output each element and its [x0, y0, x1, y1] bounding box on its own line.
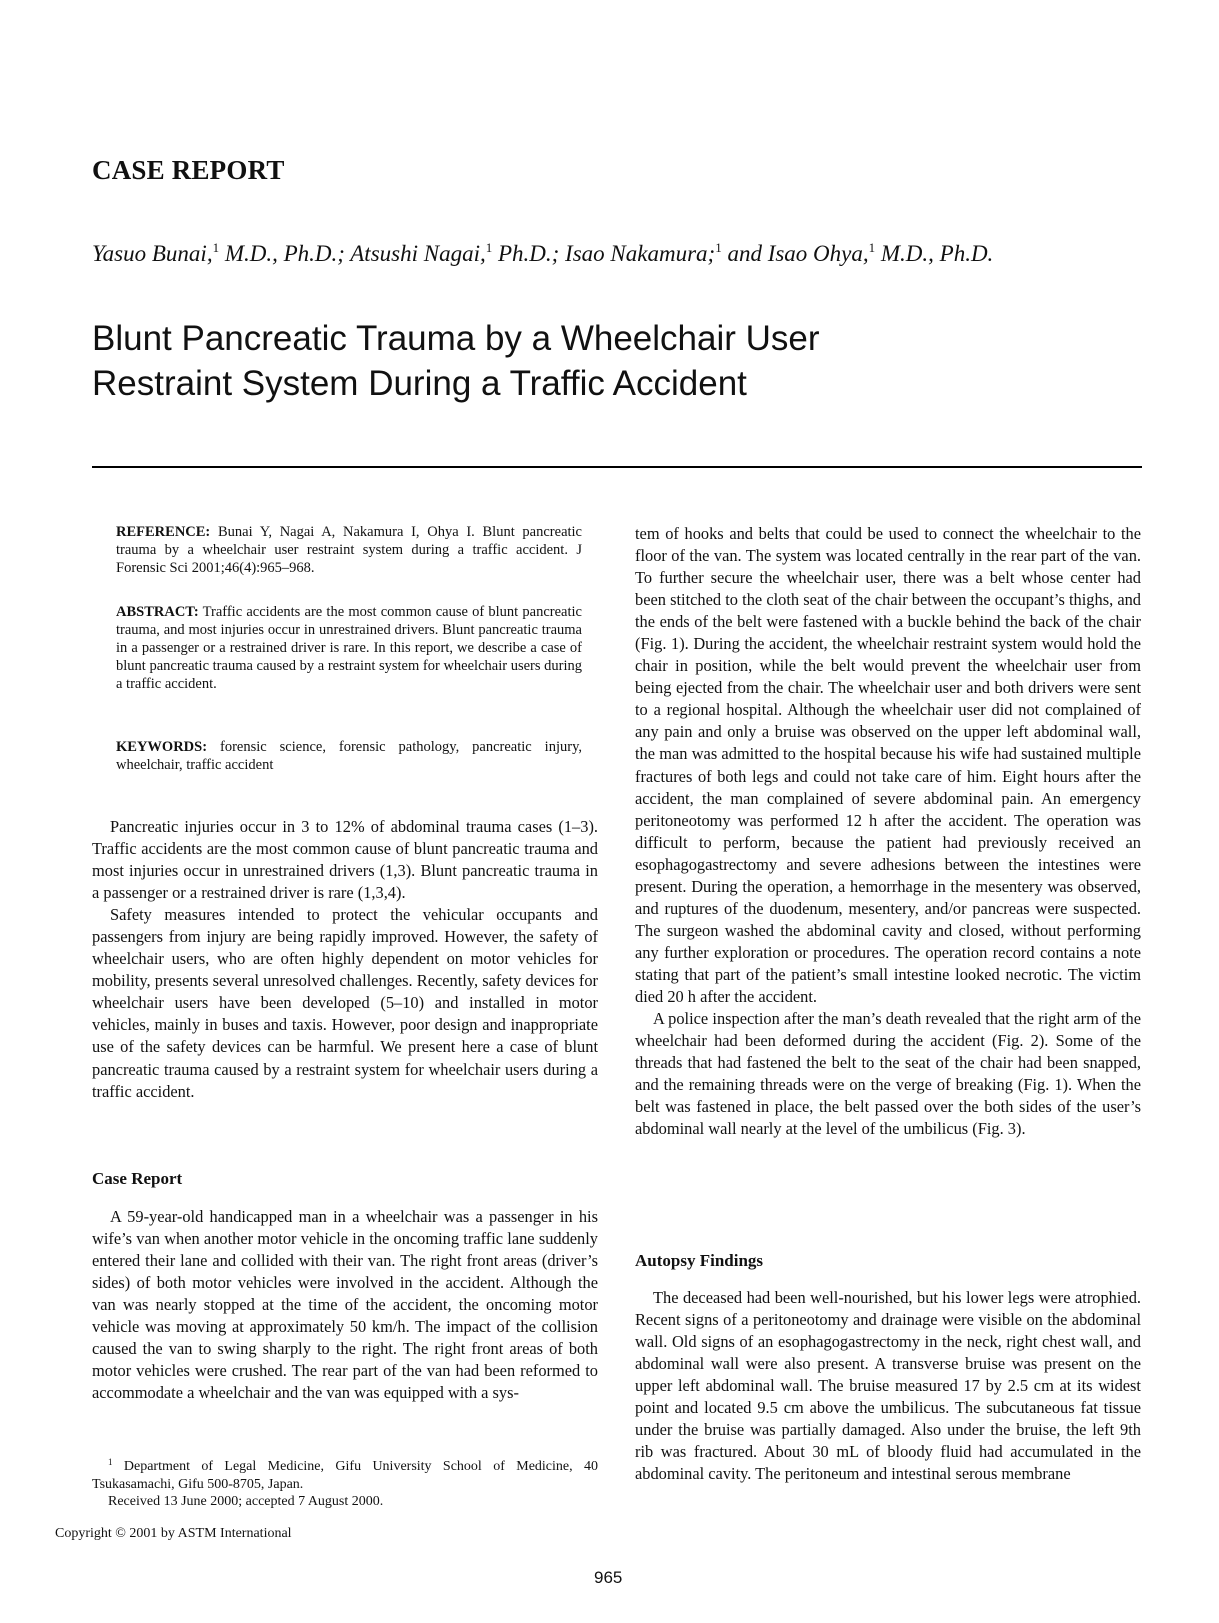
affiliation-mark: 1	[108, 1457, 113, 1467]
abstract-block	[116, 604, 582, 694]
title-divider	[92, 466, 1142, 468]
author-degree: and	[721, 241, 768, 266]
autopsy-findings-heading: Autopsy Findings	[635, 1251, 764, 1270]
keywords-text: forensic science, forensic pathology, pancreatic injury, wheelchair, traffic accident	[116, 739, 583, 773]
abstract-text: Traffic accidents are the most common cause of blunt pancreatic trauma, and most injuries occur in unrestrained drivers. Blunt pancreatic trauma in a passenger or a restrained driver is rare. In this report, we describe a case of blunt pancreatic trauma caused by a restraint system for wheelchair users during a traffic accident.	[116, 604, 582, 692]
body-paragraph: Safety measures intended to protect the vehicular occupants and passengers from injury are being rapidly improved. However, the safety of wheelchair users, who are often highly dependent on motor vehicles for mobility, presents several unresolved challenges. Recently, safety devices for wheelchair users have been developed (5–10) and installed in motor vehicles, mainly in buses and taxis. However, poor design and inappropriate use of the safety devices can be harmful. We present here a case of blunt pancreatic trauma caused by a restraint system for wheelchair users during a traffic accident.	[92, 905, 598, 1101]
keywords-label: KEYWORDS:	[116, 739, 208, 755]
right-column-autopsy	[635, 1287, 1141, 1485]
article-title	[92, 316, 1142, 406]
affiliation-mark: 1	[212, 240, 220, 255]
body-paragraph: A police inspection after the man’s death revealed that the right arm of the wheelchair had been deformed during the accident (Fig. 2). Some of the threads that had fastened the belt to the seat of the chair had been snapped, and the remaining threads were on the verge of breaking (Fig. 1). When the belt was fastened in place, the belt passed over the both sides of the user’s abdominal wall nearly at the level of the umbilicus (Fig. 3).	[635, 1009, 1141, 1139]
page-number: 965	[594, 1568, 623, 1587]
footnote	[92, 1454, 598, 1511]
author-degree: M.D., Ph.D.	[875, 241, 994, 266]
author-degree: M.D., Ph.D.;	[219, 241, 351, 266]
body-paragraph: The deceased had been well-nourished, but his lower legs were atrophied. Recent signs of a peritoneotomy and drainage were visible on the abdominal wall. Old signs of an esophagogastrectomy in the neck, right chest wall, and abdominal wall were also present. A transverse bruise was present on the upper left abdominal wall. The bruise measured 17 by 2.5 cm at its widest point and located 9.5 cm above the umbilicus. The subcutaneous fat tissue under the bruise was partially damaged. Also under the bruise, the left 9th rib was fractured. About 30 mL of bloody fluid had accumulated in the abdominal cavity. The peritoneum and intestinal serous membrane	[635, 1288, 1141, 1484]
author-name: Isao Nakamura;	[565, 241, 716, 266]
section-label: CASE REPORT	[92, 155, 285, 185]
received-dates: Received 13 June 2000; accepted 7 August 2000.	[108, 1494, 384, 1509]
right-column-case	[635, 523, 1141, 1140]
affiliation-mark: 1	[485, 240, 493, 255]
reference-label: REFERENCE:	[116, 524, 211, 540]
reference-text: Bunai Y, Nagai A, Nakamura I, Ohya I. Blunt pancreatic trauma by a wheelchair user restraint system during a traffic accident. J Forensic Sci 2001;46(4):965–968.	[116, 524, 582, 576]
affiliation-footnote	[92, 1454, 598, 1493]
affiliation-mark: 1	[715, 240, 722, 255]
title-line-2: Restraint System During a Traffic Accident	[92, 364, 747, 403]
abstract-label: ABSTRACT:	[116, 604, 199, 620]
author-degree: Ph.D.;	[492, 241, 566, 266]
keywords-block	[116, 739, 582, 775]
author-name: Atsushi Nagai,	[350, 241, 486, 266]
body-paragraph: A 59-year-old handicapped man in a wheelchair was a passenger in his wife’s van when another motor vehicle in the oncoming traffic lane suddenly entered their lane and collided with their van. The right front areas (driver’s sides) of both motor vehicles were involved in the accident. Although the van was nearly stopped at the time of the accident, the oncoming motor vehicle was moving at approximately 50 km/h. The impact of the collision caused the van to swing sharply to the right. The right front areas of both motor vehicles were crushed. The rear part of the van had been reformed to accommodate a wheelchair and the van was equipped with a sys-	[92, 1207, 598, 1403]
body-paragraph: tem of hooks and belts that could be used to connect the wheelchair to the floor of the van. The system was located centrally in the rear part of the van. To further secure the wheelchair user, there was a belt whose center had been stitched to the cloth seat of the chair between the occupant’s thighs, and the ends of the belt were fastened with a buckle behind the back of the chair (Fig. 1). During the accident, the wheelchair restraint system would hold the chair in position, while the belt would prevent the wheelchair user from being ejected from the chair. The wheelchair user and both drivers were sent to a regional hospital. Although the wheelchair user did not complained of any pain and only a bruise was observed on the upper left abdominal wall, the man was admitted to the hospital because his wife had sustained multiple fractures of both legs and could not take care of him. Eight hours after the accident, the man complained of severe abdominal pain. An emergency peritoneotomy was performed 12 h after the accident. The operation was difficult to perform, because the patient had previously received an esophagogastrectomy and severe adhesions between the intestines were present. During the operation, a hemorrhage in the mesentery was observed, and ruptures of the duodenum, mesentery, and/or pancreas were suspected. The surgeon washed the abdominal cavity and closed, without performing any further exploration or procedures. The operation record contains a note stating that part of the patient’s small intestine looked necrotic. The victim died 20 h after the accident.	[635, 524, 1141, 1006]
author-name: Yasuo Bunai,	[92, 241, 213, 266]
case-report-heading: Case Report	[92, 1169, 183, 1188]
affiliation-mark: 1	[868, 240, 876, 255]
title-line-1: Blunt Pancreatic Trauma by a Wheelchair User	[92, 319, 820, 358]
author-list	[92, 240, 1152, 267]
affiliation-text: Department of Legal Medicine, Gifu University School of Medicine, 40 Tsukasamachi, Gifu 500-8705, Japan.	[92, 1459, 599, 1492]
left-column-intro	[92, 816, 598, 1103]
left-column-case	[92, 1206, 598, 1404]
body-paragraph: Pancreatic injuries occur in 3 to 12% of abdominal trauma cases (1–3). Traffic accidents are the most common cause of blunt pancreatic trauma and most injuries occur in unrestrained drivers (1,3). Blunt pancreatic trauma in a passenger or a restrained driver is rare (1,3,4).	[92, 817, 598, 903]
reference-block	[116, 524, 582, 578]
copyright-notice: Copyright © 2001 by ASTM International	[55, 1526, 292, 1541]
author-name: Isao Ohya,	[767, 241, 869, 266]
